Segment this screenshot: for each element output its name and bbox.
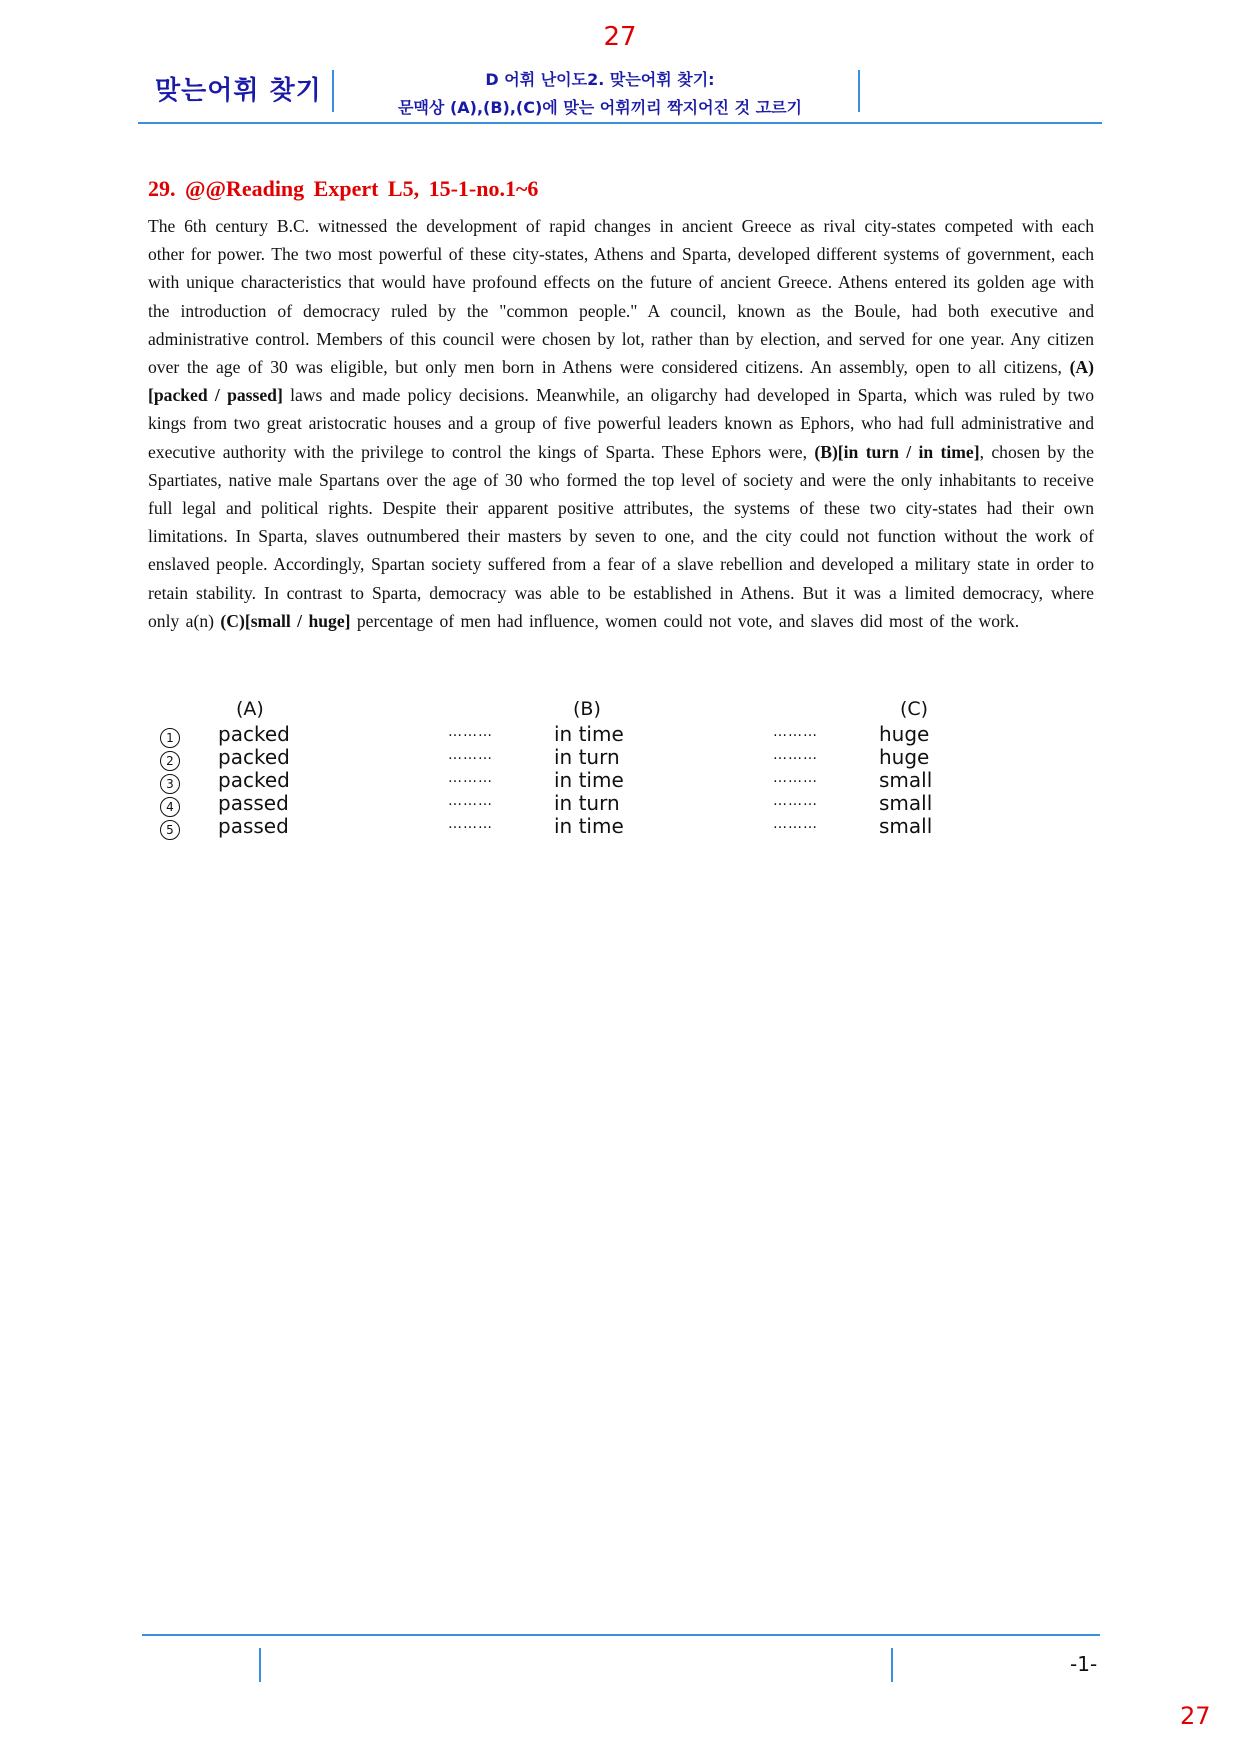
choice-c: small	[879, 791, 933, 815]
choice-c: small	[879, 768, 933, 792]
leader-dots: ………	[448, 770, 493, 786]
header-divider-left	[332, 70, 334, 112]
choice-c: huge	[879, 722, 930, 746]
leader-dots: ………	[773, 770, 818, 786]
choice-c: huge	[879, 745, 930, 769]
choice-header-row	[148, 698, 948, 722]
column-header-c: (C)	[900, 698, 929, 720]
choice-number: 3	[160, 774, 180, 794]
passage-segment: percentage of men had influence, women could not vote, and slaves did most of the work.	[350, 610, 1020, 631]
blank-c: (C)[small / huge]	[220, 610, 351, 631]
question-passage	[148, 212, 1094, 635]
choice-b: in time	[554, 814, 624, 838]
footer-divider-left	[259, 1648, 261, 1682]
choice-number: 5	[160, 820, 180, 840]
question-title: 29. @@Reading Expert L5, 15-1-no.1~6	[148, 176, 539, 201]
choice-b: in time	[554, 768, 624, 792]
choice-a: passed	[218, 791, 289, 815]
leader-dots: ………	[448, 747, 493, 763]
choice-a: packed	[218, 745, 290, 769]
choice-row[interactable]	[148, 768, 948, 791]
section-subtitle	[340, 66, 860, 122]
choice-b: in turn	[554, 791, 620, 815]
choice-b: in turn	[554, 745, 620, 769]
choice-row[interactable]	[148, 722, 948, 745]
choice-row[interactable]	[148, 791, 948, 814]
section-title: 맞는어휘 찾기	[155, 76, 322, 106]
passage-segment: laws and made policy decisions. Meanwhile, an oligarchy had developed in Sparta, which was ruled by two kings from two great aristocratic houses and a group of five powerful leaders known as Ephors, who had full administrative and executive authority with the privilege to control the kings of Sparta. These Ephors were,	[148, 385, 1094, 462]
blank-a: (A)[packed / passed]	[148, 357, 1094, 406]
column-header-b: (B)	[573, 698, 601, 720]
leader-dots: ………	[773, 724, 818, 740]
blank-b: (B)[in turn / in time]	[814, 441, 980, 462]
subtitle-line-2: 문맥상 (A),(B),(C)에 맞는 어휘끼리 짝지어진 것 고르기	[398, 98, 802, 117]
footer-page-number: -1-	[1070, 1652, 1098, 1676]
choice-b: in time	[554, 722, 624, 746]
footer-rule	[142, 1634, 1100, 1636]
choice-a: packed	[218, 768, 290, 792]
footer-divider-right	[891, 1648, 893, 1682]
choice-row[interactable]	[148, 745, 948, 768]
choice-a: packed	[218, 722, 290, 746]
choice-a: passed	[218, 814, 289, 838]
choice-row[interactable]	[148, 814, 948, 837]
answer-choices	[148, 698, 948, 837]
leader-dots: ………	[773, 747, 818, 763]
leader-dots: ………	[448, 816, 493, 832]
choice-c: small	[879, 814, 933, 838]
header-divider-right	[858, 70, 860, 112]
leader-dots: ………	[773, 816, 818, 832]
passage-segment: , chosen by the Spartiates, native male Spartans over the age of 30 who formed the top level of society and were the only inhabitants to receive full legal and political rights. Despite their apparent positive attributes, the systems of these two city-states had their own limitations. In Sparta, slaves outnumbered their masters by seven to one, and the city could not function without the work of enslaved people. Accordingly, Spartan society suffered from a fear of a slave rebellion and developed a military state in order to retain stability. In contrast to Sparta, democracy was able to be established in Athens. But it was a limited democracy, where only a(n)	[148, 441, 1094, 631]
passage-segment: The 6th century B.C. witnessed the development of rapid changes in ancient Greece as rival city-states competed with each other for power. The two most powerful of these city-states, Athens and Sparta, developed different systems of government, each with unique characteristics that would have profound effects on the future of ancient Greece. Athens entered its golden age with the introduction of democracy ruled by the "common people." A council, known as the Boule, had both executive and administrative control. Members of this council were chosen by lot, rather than by election, and served for one year. Any citizen over the age of 30 was eligible, but only men born in Athens were considered citizens. An assembly, open to all citizens,	[148, 216, 1094, 378]
subtitle-line-1: D 어휘 난이도2. 맞는어휘 찾기:	[485, 70, 715, 89]
choice-number: 1	[160, 728, 180, 748]
choice-number: 2	[160, 751, 180, 771]
leader-dots: ………	[448, 793, 493, 809]
header-rule	[138, 122, 1102, 124]
column-header-a: (A)	[236, 698, 264, 720]
leader-dots: ………	[773, 793, 818, 809]
page-number-top: 27	[603, 22, 637, 52]
leader-dots: ………	[448, 724, 493, 740]
choice-number: 4	[160, 797, 180, 817]
page-number-bottom: 27	[1180, 1702, 1211, 1730]
